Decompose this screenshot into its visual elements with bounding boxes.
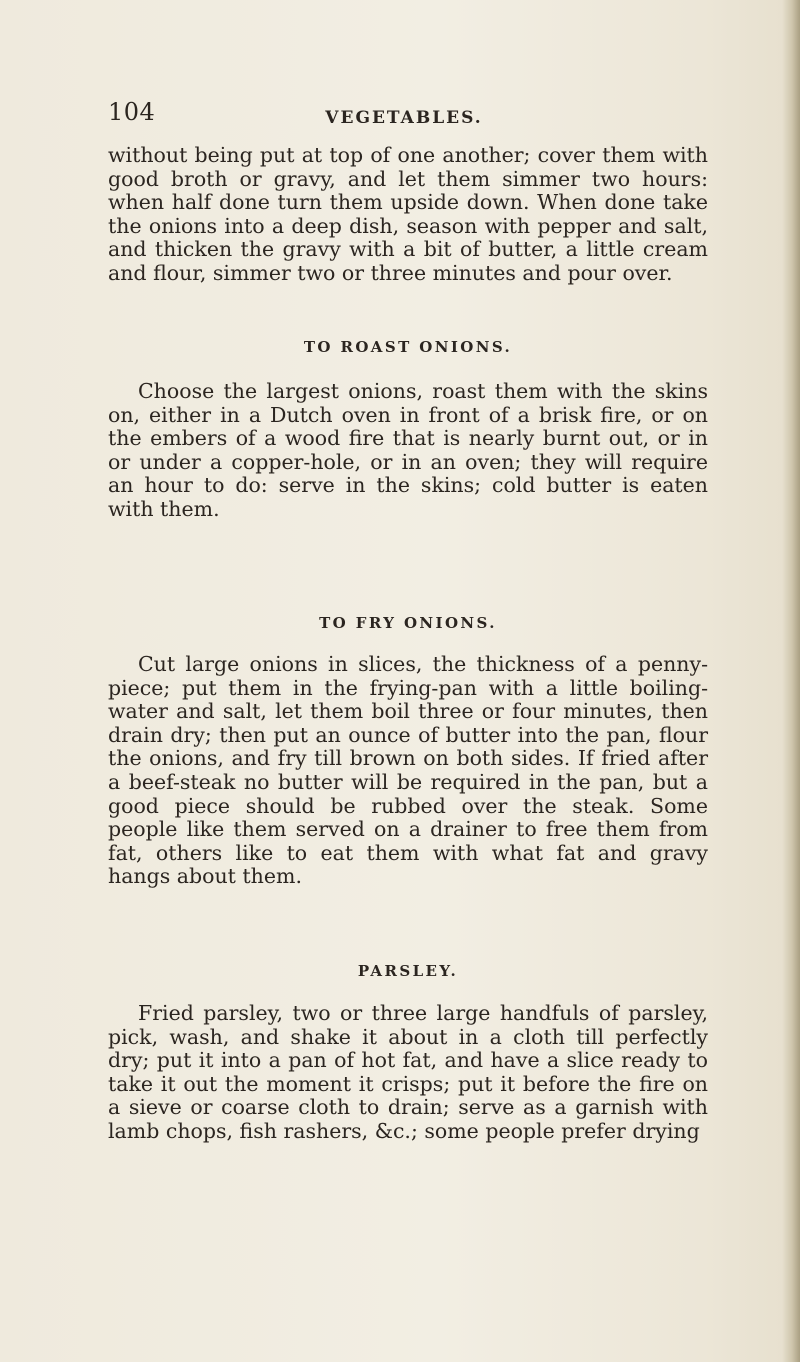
page-edge-shadow bbox=[782, 0, 800, 1362]
paragraph-fry-onions: Cut large onions in slices, the thickness of a penny-piece; put them in the frying-pan with a little boiling-water and salt, let them boil three or four minutes, then drain dry; then put an ounce of butter into the pan, flour the onions, and fry till brown on both sides. If fried after a beef-steak no butter will be required in the pan, but a good piece should be rubbed over the steak. Some people like them served on a drainer to free them from fat, others like to eat them with what fat and gravy hangs about them. bbox=[108, 652, 708, 889]
running-head: VEGETABLES. bbox=[325, 108, 483, 128]
heading-parsley: PARSLEY. bbox=[357, 962, 459, 980]
heading-roast-onions: TO ROAST ONIONS. bbox=[303, 338, 513, 356]
paragraph-roast-onions: Choose the largest onions, roast them with the skins on, either in a Dutch oven in front of a brisk fire, or on the embers of a wood fire that is nearly burnt out, or in or under a copper-hole, or in an oven; they will require an hour to do: serve in the skins; cold butter is eaten with them. bbox=[108, 379, 708, 521]
paragraph-parsley: Fried parsley, two or three large handfuls of parsley, pick, wash, and shake it about in a cloth till perfectly dry; put it into a pan of hot fat, and have a slice ready to take it out the moment it crisps; put it before the fire on a sieve or coarse cloth to drain; serve as a garnish with lamb chops, fish rashers, &c.; some people prefer drying bbox=[108, 1001, 708, 1143]
intro-paragraph: without being put at top of one another; cover them with good broth or gravy, and let them simmer two hours: when half done turn them upside down. When done take the onions into a deep dish, season with pepper and salt, and thicken the gravy with a bit of butter, a little cream and flour, simmer two or three minutes and pour over. bbox=[108, 143, 708, 285]
page-number: 104 bbox=[108, 98, 156, 126]
heading-fry-onions: TO FRY ONIONS. bbox=[319, 614, 497, 632]
page-header bbox=[108, 98, 708, 138]
